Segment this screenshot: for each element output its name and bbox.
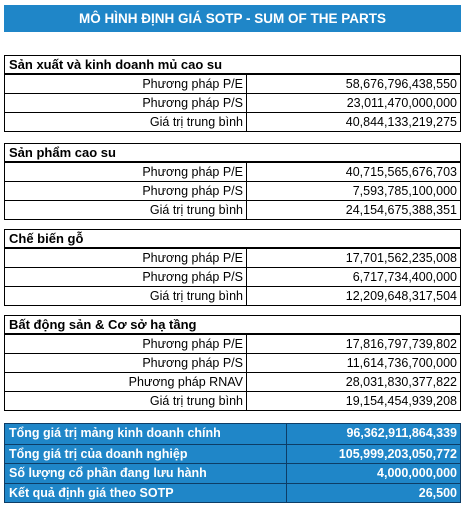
section-real-estate <box>4 315 461 411</box>
summary-label: Tổng giá trị của doanh nghiệp <box>5 445 287 464</box>
summary-label: Số lượng cổ phần đang lưu hành <box>5 464 287 483</box>
section-wood-processing <box>4 229 461 306</box>
row-value: 19,154,454,939,208 <box>345 394 457 408</box>
section-heading: Sản xuất và kinh doanh mủ cao su <box>5 56 460 74</box>
row-value: 11,614,736,700,000 <box>346 356 457 370</box>
summary-label: Tổng giá trị mảng kinh doanh chính <box>5 424 287 444</box>
summary-label: Kết quả định giá theo SOTP <box>5 484 287 503</box>
row-label: Giá trị trung bình <box>5 287 247 305</box>
row-label: Phương pháp P/E <box>5 75 247 93</box>
row-value: 58,676,796,438,550 <box>345 77 457 91</box>
section-heading: Sản phẩm cao su <box>5 144 460 162</box>
table-row <box>5 248 460 267</box>
table-row <box>5 93 460 112</box>
table-row <box>5 334 460 353</box>
section-rubber-products <box>4 143 461 220</box>
row-value: 12,209,648,317,504 <box>345 289 457 303</box>
section-rubber-latex <box>4 55 461 132</box>
table-row <box>5 391 460 410</box>
summary-row <box>5 444 460 464</box>
table-row <box>5 353 460 372</box>
row-label: Phương pháp P/S <box>5 94 247 112</box>
section-heading: Chế biến gỗ <box>5 230 460 248</box>
table-row <box>5 74 460 93</box>
row-value: 17,701,562,235,008 <box>345 251 457 265</box>
summary-value: 96,362,911,864,339 <box>346 426 457 440</box>
row-label: Phương pháp P/S <box>5 182 247 200</box>
row-label: Giá trị trung bình <box>5 201 247 219</box>
row-value: 23,011,470,000,000 <box>346 96 457 110</box>
row-value: 40,715,565,676,703 <box>345 165 457 179</box>
row-value: 40,844,133,219,275 <box>345 115 457 129</box>
table-row <box>5 267 460 286</box>
summary-row <box>5 483 460 503</box>
table-row <box>5 286 460 305</box>
row-label: Phương pháp RNAV <box>5 373 247 391</box>
row-label: Phương pháp P/E <box>5 335 247 353</box>
table-row <box>5 181 460 200</box>
summary-value: 4,000,000,000 <box>377 466 457 480</box>
summary-row <box>5 424 460 444</box>
row-label: Phương pháp P/S <box>5 268 247 286</box>
table-row <box>5 112 460 131</box>
row-label: Giá trị trung bình <box>5 392 247 410</box>
table-row <box>5 162 460 181</box>
row-value: 28,031,830,377,822 <box>345 375 457 389</box>
table-row <box>5 372 460 391</box>
row-value: 7,593,785,100,000 <box>352 184 457 198</box>
section-heading: Bất động sản & Cơ sở hạ tầng <box>5 316 460 334</box>
table-row <box>5 200 460 219</box>
row-value: 17,816,797,739,802 <box>345 337 457 351</box>
row-value: 24,154,675,388,351 <box>345 203 457 217</box>
row-value: 6,717,734,400,000 <box>352 270 457 284</box>
page-title: MÔ HÌNH ĐỊNH GIÁ SOTP - SUM OF THE PARTS <box>4 5 461 32</box>
row-label: Phương pháp P/E <box>5 163 247 181</box>
summary-value: 105,999,203,050,772 <box>338 446 457 461</box>
summary-row <box>5 463 460 483</box>
row-label: Phương pháp P/S <box>5 354 247 372</box>
summary-table <box>4 423 461 503</box>
row-label: Giá trị trung bình <box>5 113 247 131</box>
summary-value: 26,500 <box>418 485 457 500</box>
row-label: Phương pháp P/E <box>5 249 247 267</box>
